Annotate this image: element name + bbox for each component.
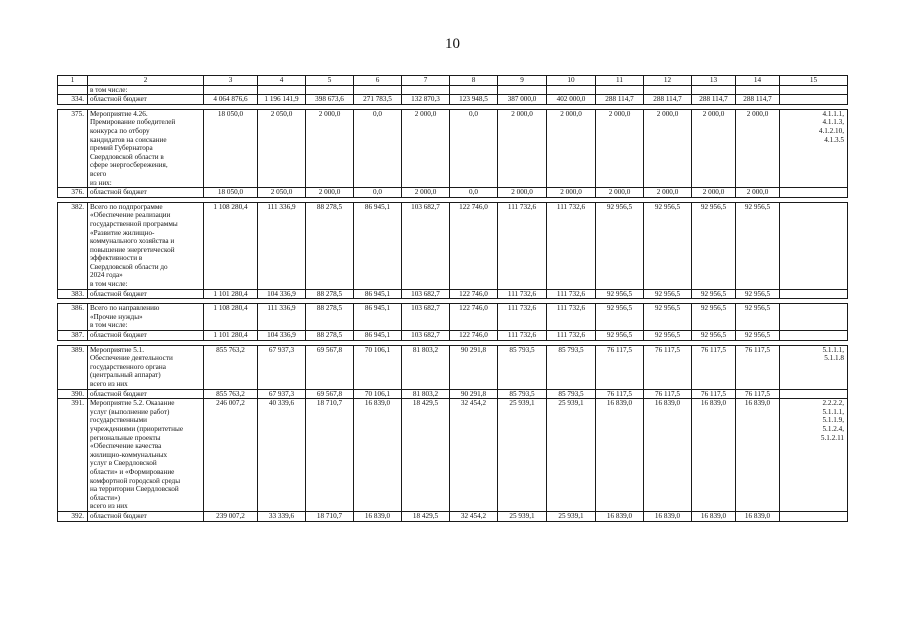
row-name-line: государственного органа (90, 362, 166, 371)
value-cell-col-14: 16 839,0 (736, 511, 780, 521)
row-name-line: «Обеспечение качества (90, 442, 162, 451)
value-cell-col-14: 92 956,5 (736, 289, 780, 299)
target-refs-cell (780, 399, 848, 512)
row-number-cell: 387. (58, 331, 88, 341)
row-number-cell (58, 85, 88, 95)
row-name-line: Мероприятие 5.1. (90, 345, 145, 354)
row-number-cell: 390. (58, 389, 88, 399)
value-cell-col-11: 16 839,0 (596, 511, 644, 521)
target-ref-line: 4.1.3.5 (824, 135, 844, 144)
table-row (58, 289, 848, 299)
budget-table (57, 75, 848, 522)
value-cell-col-9: 387 000,0 (498, 95, 547, 105)
table-row (58, 95, 848, 105)
value-cell-col-5: 2 000,0 (306, 188, 354, 198)
table-row (58, 389, 848, 399)
target-ref-line: 5.1.1.8 (824, 354, 844, 363)
value-cell-col-14: 288 114,7 (736, 95, 780, 105)
value-cell-col-6: 70 106,1 (354, 389, 402, 399)
value-cell-col-7 (402, 85, 450, 95)
value-cell-col-12: 288 114,7 (644, 95, 692, 105)
row-name-line: в том числе: (90, 85, 128, 94)
target-refs-cell (780, 85, 848, 95)
value-cell-col-7: 103 682,7 (402, 202, 450, 289)
column-header-8: 8 (450, 76, 498, 86)
value-cell-col-6: 271 783,5 (354, 95, 402, 105)
value-cell-col-12: 2 000,0 (644, 109, 692, 187)
value-cell-col-6: 16 839,0 (354, 511, 402, 521)
value-cell-col-5: 69 567,8 (306, 345, 354, 389)
value-cell-col-5: 88 278,5 (306, 289, 354, 299)
row-name-line: услуг (выполнение работ) (90, 407, 170, 416)
row-name-line: 2024 года» (90, 271, 123, 280)
value-cell-col-12: 76 117,5 (644, 345, 692, 389)
value-cell-col-8: 0,0 (450, 109, 498, 187)
row-name-line: областной бюджет (90, 95, 147, 104)
column-header-3: 3 (204, 76, 258, 86)
value-cell-col-6: 70 106,1 (354, 345, 402, 389)
value-cell-col-4: 1 196 141,9 (258, 95, 306, 105)
value-cell-col-11: 16 839,0 (596, 399, 644, 512)
target-ref-line: 5.1.2.4, (822, 424, 844, 433)
value-cell-col-11 (596, 85, 644, 95)
row-name-line: областной бюджет (90, 289, 147, 298)
row-name-line: Всего по подпрограмме (90, 202, 163, 211)
column-header-6: 6 (354, 76, 402, 86)
value-cell-col-5 (306, 85, 354, 95)
row-name-line: областной бюджет (90, 511, 147, 520)
column-header-7: 7 (402, 76, 450, 86)
target-refs-cell (780, 389, 848, 399)
row-name-line: сфере энергосбережения, (90, 161, 168, 170)
value-cell-col-8 (450, 85, 498, 95)
value-cell-col-13: 92 956,5 (692, 289, 736, 299)
row-name-line: конкурса по отбору (90, 126, 150, 135)
value-cell-col-10: 111 732,6 (547, 289, 596, 299)
row-name-line: Обеспечение деятельности (90, 354, 173, 363)
value-cell-col-12: 76 117,5 (644, 389, 692, 399)
row-name-line: Премирование победителей (90, 118, 176, 127)
row-name-line: (центральный аппарат) (90, 371, 161, 380)
target-refs-cell (780, 95, 848, 105)
value-cell-col-4: 2 050,0 (258, 188, 306, 198)
value-cell-col-3: 855 763,2 (204, 389, 258, 399)
target-ref-line: 4.1.1.1, (822, 109, 844, 118)
value-cell-col-3: 1 101 280,4 (204, 331, 258, 341)
value-cell-col-10: 2 000,0 (547, 109, 596, 187)
value-cell-col-9: 111 732,6 (498, 331, 547, 341)
value-cell-col-4: 33 339,6 (258, 511, 306, 521)
row-name-cell (88, 109, 204, 187)
row-name-line: коммунального хозяйства и (90, 237, 175, 246)
value-cell-col-10: 111 732,6 (547, 331, 596, 341)
value-cell-col-5: 2 000,0 (306, 109, 354, 187)
row-name-line: в том числе: (90, 321, 128, 330)
row-name-line: повышение энергетической (90, 245, 175, 254)
value-cell-col-8: 122 746,0 (450, 202, 498, 289)
value-cell-col-14: 2 000,0 (736, 188, 780, 198)
value-cell-col-3: 1 108 280,4 (204, 304, 258, 331)
value-cell-col-3 (204, 85, 258, 95)
row-name-line: областной бюджет (90, 331, 147, 340)
value-cell-col-3: 239 007,2 (204, 511, 258, 521)
column-header-12: 12 (644, 76, 692, 86)
value-cell-col-13: 16 839,0 (692, 399, 736, 512)
value-cell-col-14: 76 117,5 (736, 389, 780, 399)
value-cell-col-13: 16 839,0 (692, 511, 736, 521)
column-header-14: 14 (736, 76, 780, 86)
value-cell-col-6: 0,0 (354, 188, 402, 198)
row-name-line: учреждениями (приоритетные (90, 424, 184, 433)
value-cell-col-11: 92 956,5 (596, 202, 644, 289)
value-cell-col-9 (498, 85, 547, 95)
value-cell-col-10: 111 732,6 (547, 202, 596, 289)
target-refs-cell (780, 345, 848, 389)
value-cell-col-6: 0,0 (354, 109, 402, 187)
value-cell-col-12: 92 956,5 (644, 202, 692, 289)
row-name-cell (88, 188, 204, 198)
column-header-1: 1 (58, 76, 88, 86)
row-number-cell: 334. (58, 95, 88, 105)
row-name-cell (88, 289, 204, 299)
value-cell-col-6: 16 839,0 (354, 399, 402, 512)
value-cell-col-14: 92 956,5 (736, 304, 780, 331)
row-name-line: областной бюджет (90, 389, 147, 398)
table-row (58, 345, 848, 389)
value-cell-col-11: 2 000,0 (596, 109, 644, 187)
value-cell-col-7: 81 803,2 (402, 389, 450, 399)
value-cell-col-6: 86 945,1 (354, 331, 402, 341)
row-name-line: из них: (90, 178, 112, 187)
value-cell-col-8: 0,0 (450, 188, 498, 198)
row-name-line: региональные проекты (90, 433, 161, 442)
value-cell-col-3: 246 007,2 (204, 399, 258, 512)
row-name-line: услуг в Свердловской (90, 459, 157, 468)
value-cell-col-9: 25 939,1 (498, 511, 547, 521)
column-header-10: 10 (547, 76, 596, 86)
value-cell-col-13: 92 956,5 (692, 202, 736, 289)
value-cell-col-4: 2 050,0 (258, 109, 306, 187)
target-refs-cell (780, 188, 848, 198)
row-name-line: комфортной городской среды (90, 476, 181, 485)
value-cell-col-6: 86 945,1 (354, 202, 402, 289)
value-cell-col-4: 104 336,9 (258, 289, 306, 299)
row-name-line: Свердловской области до (90, 262, 168, 271)
value-cell-col-8: 122 746,0 (450, 331, 498, 341)
value-cell-col-12: 16 839,0 (644, 511, 692, 521)
value-cell-col-4: 104 336,9 (258, 331, 306, 341)
value-cell-col-8: 123 948,5 (450, 95, 498, 105)
value-cell-col-13: 92 956,5 (692, 304, 736, 331)
row-number-cell: 389. (58, 345, 88, 389)
value-cell-col-14: 2 000,0 (736, 109, 780, 187)
row-name-cell (88, 389, 204, 399)
value-cell-col-11: 76 117,5 (596, 345, 644, 389)
table-header-row (58, 76, 848, 86)
value-cell-col-7: 103 682,7 (402, 304, 450, 331)
value-cell-col-7: 132 870,3 (402, 95, 450, 105)
value-cell-col-7: 103 682,7 (402, 289, 450, 299)
page-number: 10 (445, 36, 460, 52)
row-name-cell (88, 202, 204, 289)
value-cell-col-13 (692, 85, 736, 95)
value-cell-col-11: 76 117,5 (596, 389, 644, 399)
table-row (58, 304, 848, 331)
value-cell-col-10: 25 939,1 (547, 511, 596, 521)
value-cell-col-9: 85 793,5 (498, 345, 547, 389)
value-cell-col-10: 2 000,0 (547, 188, 596, 198)
value-cell-col-11: 92 956,5 (596, 289, 644, 299)
value-cell-col-4: 111 336,9 (258, 202, 306, 289)
value-cell-col-5: 69 567,8 (306, 389, 354, 399)
value-cell-col-4: 40 339,6 (258, 399, 306, 512)
row-name-line: «Развитие жилищно- (90, 228, 155, 237)
target-refs-cell (780, 109, 848, 187)
row-name-line: всего (90, 169, 107, 178)
value-cell-col-7: 2 000,0 (402, 188, 450, 198)
value-cell-col-3: 1 108 280,4 (204, 202, 258, 289)
value-cell-col-10: 111 732,6 (547, 304, 596, 331)
value-cell-col-9: 111 732,6 (498, 289, 547, 299)
target-ref-line: 4.1.2.10, (818, 126, 844, 135)
value-cell-col-4 (258, 85, 306, 95)
value-cell-col-4: 111 336,9 (258, 304, 306, 331)
value-cell-col-12: 16 839,0 (644, 399, 692, 512)
value-cell-col-14: 76 117,5 (736, 345, 780, 389)
row-name-line: Свердловской области в (90, 152, 164, 161)
value-cell-col-9: 25 939,1 (498, 399, 547, 512)
value-cell-col-3: 4 064 876,6 (204, 95, 258, 105)
value-cell-col-9: 85 793,5 (498, 389, 547, 399)
value-cell-col-8: 122 746,0 (450, 289, 498, 299)
value-cell-col-3: 1 101 280,4 (204, 289, 258, 299)
value-cell-col-10: 402 000,0 (547, 95, 596, 105)
row-name-line: государственными (90, 416, 148, 425)
row-name-cell (88, 331, 204, 341)
value-cell-col-13: 76 117,5 (692, 389, 736, 399)
value-cell-col-12: 92 956,5 (644, 289, 692, 299)
row-name-line: Мероприятие 5.2. Оказание (90, 399, 175, 408)
value-cell-col-4: 67 937,3 (258, 345, 306, 389)
column-header-5: 5 (306, 76, 354, 86)
target-refs-cell (780, 202, 848, 289)
row-name-line: кандидатов на соискание (90, 135, 167, 144)
value-cell-col-3: 18 050,0 (204, 188, 258, 198)
table-row (58, 511, 848, 521)
value-cell-col-14: 16 839,0 (736, 399, 780, 512)
value-cell-col-10: 85 793,5 (547, 345, 596, 389)
value-cell-col-8: 32 454,2 (450, 511, 498, 521)
value-cell-col-7: 18 429,5 (402, 399, 450, 512)
row-number-cell: 375. (58, 109, 88, 187)
value-cell-col-5: 398 673,6 (306, 95, 354, 105)
value-cell-col-6 (354, 85, 402, 95)
column-header-11: 11 (596, 76, 644, 86)
target-ref-line: 4.1.1.3, (822, 118, 844, 127)
row-name-cell (88, 95, 204, 105)
row-number-cell: 391. (58, 399, 88, 512)
target-ref-line: 5.1.1.1, (822, 345, 844, 354)
column-header-4: 4 (258, 76, 306, 86)
row-name-line: жилищно-коммунальных (90, 450, 168, 459)
row-name-line: «Обеспечение реализации (90, 211, 171, 220)
value-cell-col-7: 2 000,0 (402, 109, 450, 187)
value-cell-col-9: 2 000,0 (498, 109, 547, 187)
target-ref-line: 5.1.1.1, (822, 407, 844, 416)
value-cell-col-10: 85 793,5 (547, 389, 596, 399)
row-name-line: «Прочие нужды» (90, 312, 143, 321)
value-cell-col-6: 86 945,1 (354, 304, 402, 331)
column-header-15: 15 (780, 76, 848, 86)
value-cell-col-12: 92 956,5 (644, 331, 692, 341)
row-name-line: области» и «Формирование (90, 467, 175, 476)
value-cell-col-9: 2 000,0 (498, 188, 547, 198)
value-cell-col-13: 288 114,7 (692, 95, 736, 105)
value-cell-col-7: 103 682,7 (402, 331, 450, 341)
value-cell-col-5: 88 278,5 (306, 331, 354, 341)
value-cell-col-7: 18 429,5 (402, 511, 450, 521)
table-row (58, 399, 848, 512)
table-row (58, 109, 848, 187)
value-cell-col-14: 92 956,5 (736, 331, 780, 341)
column-header-13: 13 (692, 76, 736, 86)
table-row (58, 85, 848, 95)
row-number-cell: 382. (58, 202, 88, 289)
value-cell-col-4: 67 937,3 (258, 389, 306, 399)
target-ref-line: 5.1.1.9, (822, 416, 844, 425)
value-cell-col-13: 2 000,0 (692, 188, 736, 198)
target-refs-cell (780, 304, 848, 331)
row-name-cell (88, 399, 204, 512)
row-number-cell: 376. (58, 188, 88, 198)
value-cell-col-14 (736, 85, 780, 95)
row-name-cell (88, 304, 204, 331)
row-name-line: Всего по направлению (90, 304, 160, 313)
value-cell-col-9: 111 732,6 (498, 202, 547, 289)
target-refs-cell (780, 511, 848, 521)
value-cell-col-13: 92 956,5 (692, 331, 736, 341)
row-name-line: премий Губернатора (90, 144, 153, 153)
value-cell-col-8: 122 746,0 (450, 304, 498, 331)
value-cell-col-3: 18 050,0 (204, 109, 258, 187)
row-name-cell (88, 85, 204, 95)
value-cell-col-14: 92 956,5 (736, 202, 780, 289)
value-cell-col-8: 32 454,2 (450, 399, 498, 512)
value-cell-col-11: 92 956,5 (596, 304, 644, 331)
table-row (58, 331, 848, 341)
row-name-line: всего из них (90, 380, 128, 388)
row-name-line: областной бюджет (90, 188, 147, 197)
row-name-line: в том числе: (90, 280, 128, 289)
row-number-cell: 386. (58, 304, 88, 331)
row-number-cell: 392. (58, 511, 88, 521)
table-row (58, 202, 848, 289)
target-ref-line: 5.1.2.11 (820, 433, 844, 442)
value-cell-col-12: 92 956,5 (644, 304, 692, 331)
column-header-9: 9 (498, 76, 547, 86)
value-cell-col-13: 76 117,5 (692, 345, 736, 389)
target-ref-line: 2.2.2.2, (822, 399, 844, 408)
value-cell-col-11: 288 114,7 (596, 95, 644, 105)
value-cell-col-10: 25 939,1 (547, 399, 596, 512)
value-cell-col-5: 18 710,7 (306, 399, 354, 512)
row-number-cell: 383. (58, 289, 88, 299)
value-cell-col-13: 2 000,0 (692, 109, 736, 187)
value-cell-col-9: 111 732,6 (498, 304, 547, 331)
value-cell-col-7: 81 803,2 (402, 345, 450, 389)
value-cell-col-11: 92 956,5 (596, 331, 644, 341)
row-name-cell (88, 511, 204, 521)
target-refs-cell (780, 331, 848, 341)
column-header-2: 2 (88, 76, 204, 86)
row-name-line: Мероприятие 4.26. (90, 109, 148, 118)
row-name-cell (88, 345, 204, 389)
row-name-line: на территории Свердловской (90, 485, 179, 494)
value-cell-col-8: 90 291,8 (450, 345, 498, 389)
value-cell-col-12: 2 000,0 (644, 188, 692, 198)
value-cell-col-12 (644, 85, 692, 95)
value-cell-col-5: 88 278,5 (306, 304, 354, 331)
row-name-line: области») (90, 493, 121, 502)
value-cell-col-8: 90 291,8 (450, 389, 498, 399)
target-refs-cell (780, 289, 848, 299)
value-cell-col-11: 2 000,0 (596, 188, 644, 198)
value-cell-col-5: 18 710,7 (306, 511, 354, 521)
row-name-line: государственной программы (90, 219, 178, 228)
table-row (58, 188, 848, 198)
value-cell-col-5: 88 278,5 (306, 202, 354, 289)
row-name-line: всего из них (90, 502, 128, 511)
row-name-line: эффективности в (90, 254, 143, 263)
value-cell-col-3: 855 763,2 (204, 345, 258, 389)
value-cell-col-10 (547, 85, 596, 95)
value-cell-col-6: 86 945,1 (354, 289, 402, 299)
